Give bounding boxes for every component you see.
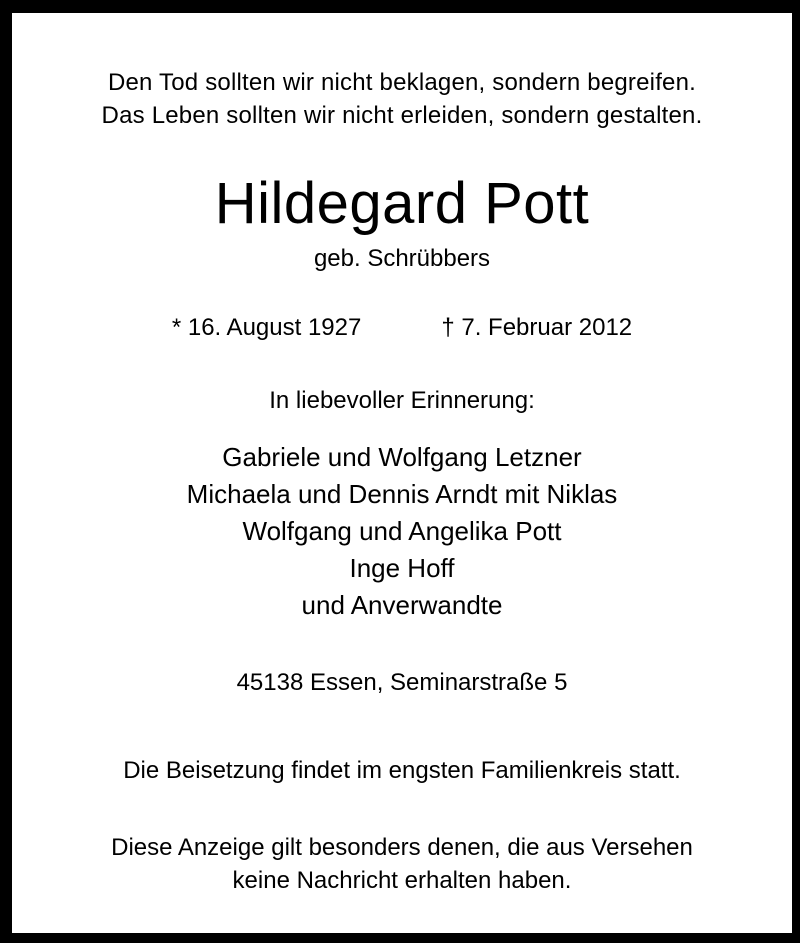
funeral-note: Die Beisetzung findet im engsten Familienkreis statt. <box>123 757 681 784</box>
life-dates <box>12 311 792 345</box>
mourner-line: Inge Hoff <box>349 553 455 583</box>
closing-note-line-1: Diese Anzeige gilt besonders denen, die aus Versehen <box>111 834 693 861</box>
address: 45138 Essen, Seminarstraße 5 <box>236 669 568 696</box>
mourner-line: Gabriele und Wolfgang Letzner <box>222 442 582 472</box>
birth-date: * 16. August 1927 <box>171 314 362 341</box>
closing-note-line-2: keine Nachricht erhalten haben. <box>232 867 572 894</box>
deceased-name: Hildegard Pott <box>214 171 590 236</box>
memorial-heading: In liebevoller Erinnerung: <box>269 387 535 414</box>
mourner-line: und Anverwandte <box>301 590 503 620</box>
mourner-line: Wolfgang und Angelika Pott <box>242 516 562 546</box>
closing-note <box>12 831 792 897</box>
epigraph-line-2: Das Leben sollten wir nicht erleiden, sondern gestalten. <box>101 102 703 129</box>
epigraph <box>12 66 792 132</box>
mourners-list <box>12 439 792 624</box>
death-date: † 7. Februar 2012 <box>441 314 633 341</box>
epigraph-line-1: Den Tod sollten wir nicht beklagen, sondern begreifen. <box>107 69 697 96</box>
mourner-line: Michaela und Dennis Arndt mit Niklas <box>186 479 618 509</box>
maiden-name: geb. Schrübbers <box>313 245 491 272</box>
